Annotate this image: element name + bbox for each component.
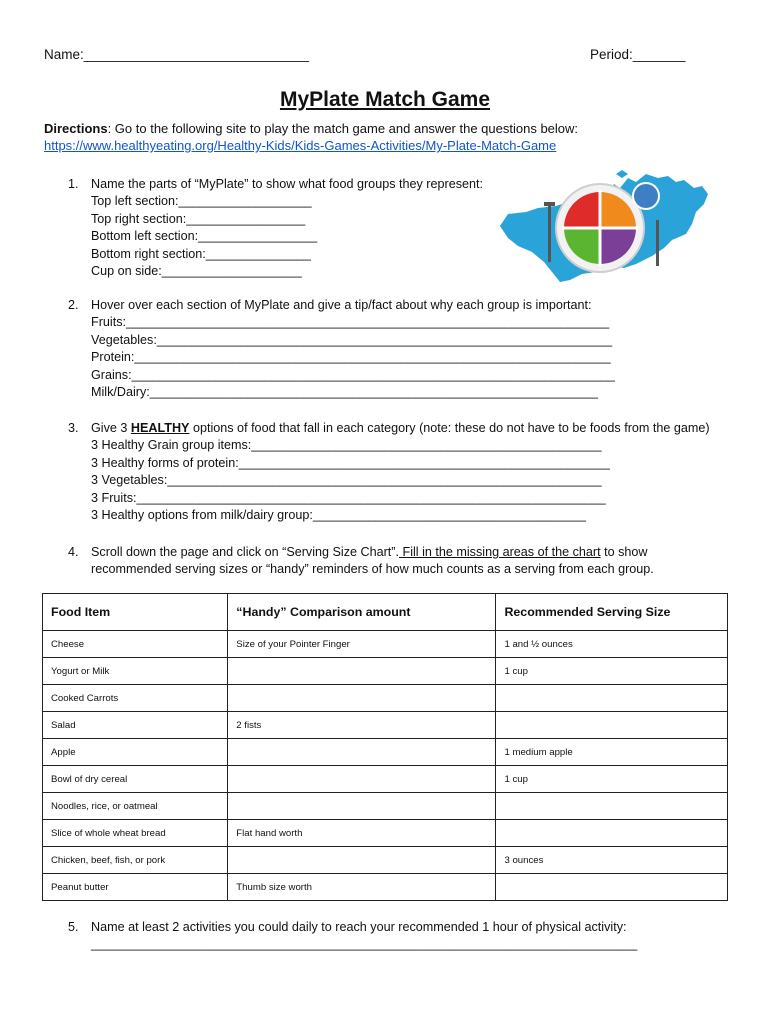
- question-4: [68, 544, 654, 579]
- knife-icon: [656, 220, 659, 266]
- q3-grains[interactable]: 3 Healthy Grain group items:__________________________________________________: [91, 438, 602, 453]
- handy-cell[interactable]: 2 fists: [228, 712, 496, 739]
- handy-cell[interactable]: Size of your Pointer Finger: [228, 631, 496, 658]
- food-cell: Apple: [43, 739, 228, 766]
- handy-cell[interactable]: [228, 685, 496, 712]
- serving-cell[interactable]: [496, 793, 728, 820]
- page-title: MyPlate Match Game: [279, 88, 491, 111]
- q1-top-left[interactable]: Top left section:___________________: [91, 194, 312, 209]
- food-cell: Noodles, rice, or oatmeal: [43, 793, 228, 820]
- table-row: [43, 631, 728, 658]
- food-cell: Salad: [43, 712, 228, 739]
- q3-post: options of food that fall in each category (note: these do not have to be foods from the game): [189, 421, 710, 435]
- q5-number: 5.: [68, 920, 79, 934]
- fork-icon: [548, 202, 551, 262]
- q4-line2: recommended serving sizes or “handy” reminders of how much counts as a serving from each group.: [91, 562, 654, 577]
- food-cell: Slice of whole wheat bread: [43, 820, 228, 847]
- food-cell: Cheese: [43, 631, 228, 658]
- myplate-map-image: [496, 168, 712, 286]
- handy-cell[interactable]: [228, 658, 496, 685]
- table-row: [43, 874, 728, 901]
- serving-cell[interactable]: [496, 685, 728, 712]
- q3-pre: Give 3: [91, 421, 131, 435]
- food-cell: Bowl of dry cereal: [43, 766, 228, 793]
- q3-healthy: HEALTHY: [130, 421, 190, 435]
- serving-cell[interactable]: [496, 712, 728, 739]
- directions-text: : Go to the following site to play the match game and answer the questions below:: [107, 121, 579, 136]
- dairy-cup: [633, 183, 659, 209]
- q2-protein[interactable]: Protein:____________________________________________________________________: [91, 350, 611, 365]
- food-cell: Chicken, beef, fish, or pork: [43, 847, 228, 874]
- food-cell: Peanut butter: [43, 874, 228, 901]
- header-handy: “Handy” Comparison amount: [228, 594, 496, 631]
- serving-size-table: [42, 593, 728, 901]
- q2-number: 2.: [68, 298, 79, 312]
- q3-fruits[interactable]: 3 Fruits:___________________________________________________________________: [91, 490, 606, 505]
- table-row: [43, 739, 728, 766]
- question-2: [68, 297, 615, 401]
- table-row: [43, 766, 728, 793]
- handy-cell[interactable]: [228, 739, 496, 766]
- q4-post: to show: [600, 545, 648, 559]
- header-serving: Recommended Serving Size: [496, 594, 728, 631]
- question-1: [68, 176, 483, 280]
- table-row: [43, 712, 728, 739]
- q1-cup[interactable]: Cup on side:____________________: [91, 264, 302, 279]
- serving-cell[interactable]: [496, 874, 728, 901]
- q2-dairy[interactable]: Milk/Dairy:________________________________________________________________: [91, 385, 599, 400]
- food-cell: Cooked Carrots: [43, 685, 228, 712]
- table-row: [43, 658, 728, 685]
- island-shape: [616, 170, 628, 178]
- handy-cell[interactable]: [228, 793, 496, 820]
- directions: [44, 121, 578, 136]
- q1-bottom-left[interactable]: Bottom left section:_________________: [91, 229, 318, 244]
- serving-cell[interactable]: 1 medium apple: [496, 739, 728, 766]
- header-food-item: Food Item: [43, 594, 228, 631]
- serving-cell[interactable]: 1 and ½ ounces: [496, 631, 728, 658]
- table-row: [43, 847, 728, 874]
- q2-fruits[interactable]: Fruits:_____________________________________________________________________: [91, 315, 610, 330]
- q3-protein[interactable]: 3 Healthy forms of protein:_____________________________________________________: [91, 455, 610, 470]
- handy-cell[interactable]: Thumb size worth: [228, 874, 496, 901]
- table-row: [43, 820, 728, 847]
- q5-answer-line[interactable]: ______________________________________________________________________________: [91, 937, 638, 952]
- serving-cell[interactable]: [496, 820, 728, 847]
- serving-cell[interactable]: 3 ounces: [496, 847, 728, 874]
- game-url-link[interactable]: https://www.healthyeating.org/Healthy-Kids/Kids-Games-Activities/My-Plate-Match-Game: [44, 138, 557, 153]
- q2-text: Hover over each section of MyPlate and give a tip/fact about why each group is important:: [91, 298, 592, 312]
- q3-number: 3.: [68, 421, 79, 435]
- name-field[interactable]: Name:______________________________: [44, 47, 310, 62]
- serving-cell[interactable]: 1 cup: [496, 658, 728, 685]
- q1-top-right[interactable]: Top right section:_________________: [91, 211, 306, 226]
- q4-number: 4.: [68, 545, 79, 559]
- q2-vegetables[interactable]: Vegetables:_________________________________________________________________: [91, 332, 613, 347]
- table-row: [43, 685, 728, 712]
- question-5: [68, 919, 637, 954]
- handy-cell[interactable]: [228, 847, 496, 874]
- period-field[interactable]: Period:_______: [590, 47, 686, 62]
- q3-vegetables[interactable]: 3 Vegetables:______________________________________________________________: [91, 473, 602, 488]
- handy-cell[interactable]: Flat hand worth: [228, 820, 496, 847]
- q3-dairy[interactable]: 3 Healthy options from milk/dairy group:_______________________________________: [91, 508, 587, 523]
- food-cell: Yogurt or Milk: [43, 658, 228, 685]
- handy-cell[interactable]: [228, 766, 496, 793]
- serving-cell[interactable]: 1 cup: [496, 766, 728, 793]
- directions-label: Directions: [44, 121, 108, 136]
- question-3: [68, 420, 710, 524]
- q1-bottom-right[interactable]: Bottom right section:_______________: [91, 246, 311, 261]
- q2-grains[interactable]: Grains:_____________________________________________________________________: [91, 367, 615, 382]
- table-header-row: [43, 594, 728, 631]
- q4-emph: Fill in the missing areas of the chart: [399, 545, 601, 559]
- q5-text: Name at least 2 activities you could daily to reach your recommended 1 hour of physical activity:: [91, 920, 627, 934]
- q1-text: Name the parts of “MyPlate” to show what food groups they represent:: [91, 177, 483, 191]
- q4-pre: Scroll down the page and click on “Serving Size Chart”.: [91, 545, 399, 559]
- table-row: [43, 793, 728, 820]
- q1-number: 1.: [68, 177, 79, 191]
